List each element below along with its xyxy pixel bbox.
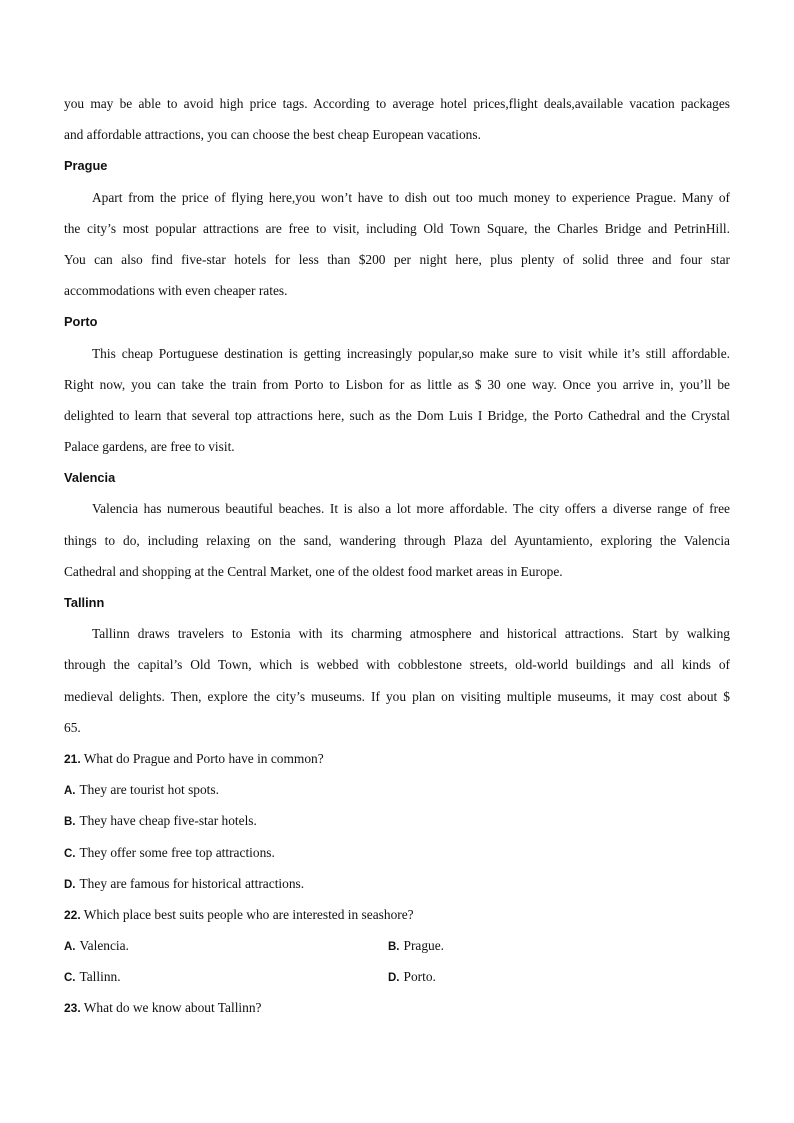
option-21-c bbox=[64, 837, 730, 868]
option-letter: C. bbox=[64, 847, 76, 860]
option-letter: A. bbox=[64, 785, 76, 798]
option-22-d bbox=[388, 961, 436, 994]
option-22-a bbox=[64, 938, 129, 953]
option-21-b bbox=[64, 805, 730, 836]
option-text: They have cheap five-star hotels. bbox=[79, 813, 257, 829]
paragraph-line: Palace gardens, are free to visit. bbox=[64, 439, 235, 455]
paragraph-line: Cathedral and shopping at the Central Market, one of the oldest food market areas in Europe. bbox=[64, 563, 563, 579]
question-22 bbox=[64, 899, 730, 930]
section-heading-tallinn: Tallinn bbox=[64, 595, 105, 610]
section-heading-valencia: Valencia bbox=[64, 470, 116, 486]
question-number: 21. bbox=[64, 751, 81, 766]
section-heading-prague: Prague bbox=[64, 158, 108, 174]
paragraph-line: Right now, you can take the train from Porto to Lisbon for as little as $ 30 one way. Once you arrive in, you’ll be bbox=[64, 376, 730, 392]
paragraph-line: This cheap Portuguese destination is getting increasingly popular,so make sure to visit while it’s still affordable. bbox=[92, 345, 730, 361]
intro-line: you may be able to avoid high price tags. According to average hotel prices,flight deals,available vacation packages bbox=[64, 96, 730, 111]
question-21 bbox=[64, 743, 730, 774]
question-number: 22. bbox=[64, 907, 81, 922]
option-letter: D. bbox=[64, 878, 76, 891]
option-text: They offer some free top attractions. bbox=[79, 844, 275, 860]
options-22-row-1 bbox=[64, 930, 730, 961]
option-text: Porto. bbox=[403, 969, 436, 985]
question-23 bbox=[64, 992, 730, 1023]
paragraph-line: things to do, including relaxing on the sand, wandering through Plaza del Ayuntamiento, exploring the Valencia bbox=[64, 532, 730, 548]
option-text: Tallinn. bbox=[79, 969, 121, 985]
intro-line: and affordable attractions, you can choose the best cheap European vacations. bbox=[64, 127, 481, 143]
option-letter: B. bbox=[64, 816, 76, 829]
options-22-row-2 bbox=[64, 961, 730, 992]
option-letter: C. bbox=[64, 972, 76, 985]
paragraph-line: Valencia has numerous beautiful beaches. It is also a lot more affordable. The city offers a diverse range of free bbox=[92, 501, 730, 517]
option-21-a bbox=[64, 774, 730, 805]
option-22-c bbox=[64, 969, 121, 984]
option-letter: A. bbox=[64, 941, 76, 954]
option-letter: B. bbox=[388, 941, 400, 954]
paragraph-line: You can also find five-star hotels for less than $200 per night here, plus plenty of solid three and four star bbox=[64, 251, 730, 267]
paragraph-line: accommodations with even cheaper rates. bbox=[64, 283, 288, 299]
option-22-b bbox=[388, 930, 444, 963]
paragraph-line: 65. bbox=[64, 719, 81, 735]
option-text: They are tourist hot spots. bbox=[79, 782, 219, 798]
option-21-d bbox=[64, 868, 730, 899]
paragraph-line: medieval delights. Then, explore the city’s museums. If you plan on visiting multiple museums, it may cost about $ bbox=[64, 688, 730, 704]
document-page bbox=[64, 88, 730, 1024]
paragraph-line: through the capital’s Old Town, which is webbed with cobblestone streets, old-world buildings and all kinds of bbox=[64, 657, 730, 673]
question-text: Which place best suits people who are interested in seashore? bbox=[83, 906, 414, 922]
question-number: 23. bbox=[64, 1001, 81, 1016]
section-heading-porto: Porto bbox=[64, 314, 98, 330]
paragraph-line: the city’s most popular attractions are free to visit, including Old Town Square, the Charles Bridge and PetrinHill. bbox=[64, 220, 730, 236]
paragraph-line: Tallinn draws travelers to Estonia with its charming atmosphere and historical attractions. Start by walking bbox=[92, 626, 730, 642]
question-text: What do we know about Tallinn? bbox=[83, 1000, 262, 1016]
paragraph-line: delighted to learn that several top attractions here, such as the Dom Luis I Bridge, the Porto Cathedral and the Crystal bbox=[64, 407, 730, 423]
paragraph-line: Apart from the price of flying here,you won’t have to dish out too much money to experience Prague. Many of bbox=[92, 189, 730, 205]
option-text: Valencia. bbox=[79, 938, 129, 954]
option-text: They are famous for historical attractions. bbox=[79, 875, 305, 891]
question-text: What do Prague and Porto have in common? bbox=[83, 750, 324, 766]
option-text: Prague. bbox=[403, 938, 445, 954]
option-letter: D. bbox=[388, 972, 400, 985]
